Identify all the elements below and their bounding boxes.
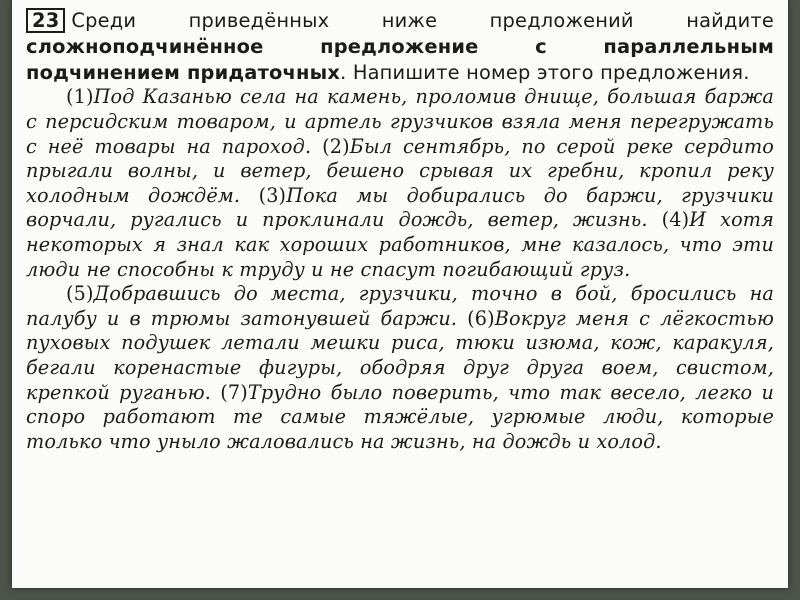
task-instruction-text: . Напишите номер этого предложения.: [340, 60, 750, 84]
slide-frame: [12, 0, 788, 588]
task-heading: [26, 8, 774, 85]
sentence-text: Добравшись до места, грузчики, точно в бой, бросились на палубу и в трюмы затонувшей баржи.: [26, 282, 774, 330]
task-intro-text: Среди приведённых ниже предложений найдите: [71, 9, 774, 32]
sentence-text: Пока мы добирались до баржи, грузчики ворчали, ругались и проклинали дождь, ветер, жизнь.: [26, 183, 775, 232]
sentence-text: Трудно было поверить, что так весело, легко и споро работают те самые тяжёлые, угрюмые люди, которые только что уныло жаловались на жизнь, на дождь и холод.: [26, 380, 774, 453]
sentence-text: Под Казанью села на камень, проломив днище, большая баржа с персидским товаром, и артель грузчиков взяла меня перегружать с неё товары на пароход.: [26, 85, 774, 158]
sentence-number: (1): [66, 85, 94, 109]
sentence-text: Был сентябрь, по серой реке сердито прыгали волны, и ветер, бешено срывая их гребни, кропил реку холодным дождём.: [26, 134, 775, 207]
task-number-box: 23: [26, 8, 65, 33]
text-paragraph-1: [26, 85, 774, 282]
sentence-number: (3): [258, 183, 287, 207]
sentence-number: (4): [661, 208, 690, 232]
task-content: [26, 8, 774, 454]
sentence-number: (2): [322, 134, 350, 158]
sentence-text: Вокруг меня с лёгкостью пуховых подушек летали мешки риса, тюки изюма, кож, каракуля, бегали коренастые фигуры, ободряя друг друга воем, свистом, крепкой руганью.: [26, 306, 774, 404]
sentence-number: (6): [467, 306, 495, 330]
task-bold-requirement: сложноподчинённое предложение с параллельным подчинением придаточных: [26, 34, 774, 84]
text-paragraph-2: [26, 282, 774, 454]
sentence-text: И хотя некоторых я знал как хороших работников, мне казалось, что эти люди не способны к труду и не спасут погибающий груз.: [26, 208, 774, 281]
sentence-number: (7): [220, 380, 248, 404]
sentence-number: (5): [66, 282, 94, 306]
